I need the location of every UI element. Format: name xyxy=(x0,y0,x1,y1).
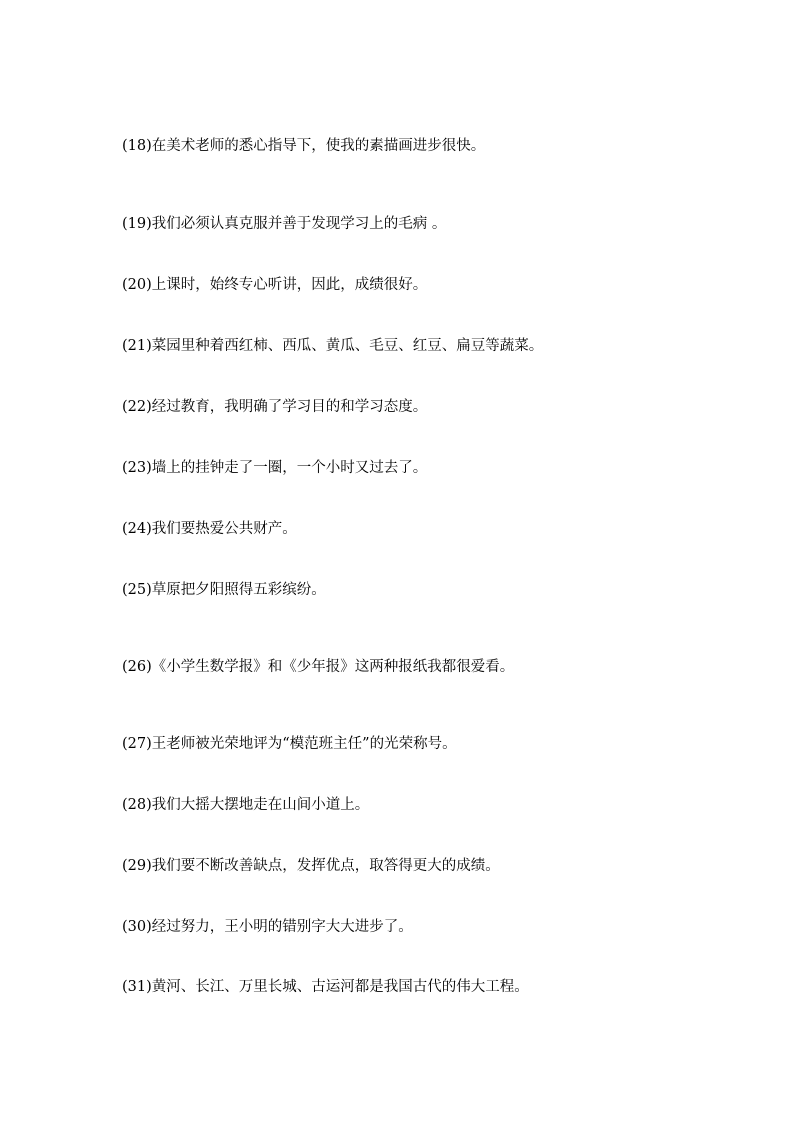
sentence-26: (26)《小学生数学报》和《少年报》这两种报纸我都很爱看。 xyxy=(122,659,515,675)
sentence-20: (20)上课时，始终专心听讲，因此，成绩很好。 xyxy=(122,277,428,293)
sentence-18: (18)在美术老师的悉心指导下，使我的素描画进步很快。 xyxy=(122,138,486,154)
sentence-27: (27)王老师被光荣地评为“模范班主任”的光荣称号。 xyxy=(122,736,457,752)
sentence-24: (24)我们要热爱公共财产。 xyxy=(122,521,297,537)
sentence-25: (25)草原把夕阳照得五彩缤纷。 xyxy=(122,582,326,598)
sentence-21: (21)菜园里种着西红柿、西瓜、黄瓜、毛豆、红豆、扁豆等蔬菜。 xyxy=(122,338,544,354)
sentence-22: (22)经过教育，我明确了学习目的和学习态度。 xyxy=(122,399,428,415)
sentence-23: (23)墙上的挂钟走了一圈，一个小时又过去了。 xyxy=(122,460,428,476)
sentence-31: (31)黄河、长江、万里长城、古运河都是我国古代的伟大工程。 xyxy=(122,979,529,995)
sentence-29: (29)我们要不断改善缺点，发挥优点，取答得更大的成绩。 xyxy=(122,858,500,874)
sentence-28: (28)我们大摇大摆地走在山间小道上。 xyxy=(122,797,370,813)
sentence-19: (19)我们必须认真克服并善于发现学习上的毛病 。 xyxy=(122,216,447,232)
sentence-30: (30)经过努力，王小明的错别字大大进步了。 xyxy=(122,919,413,935)
